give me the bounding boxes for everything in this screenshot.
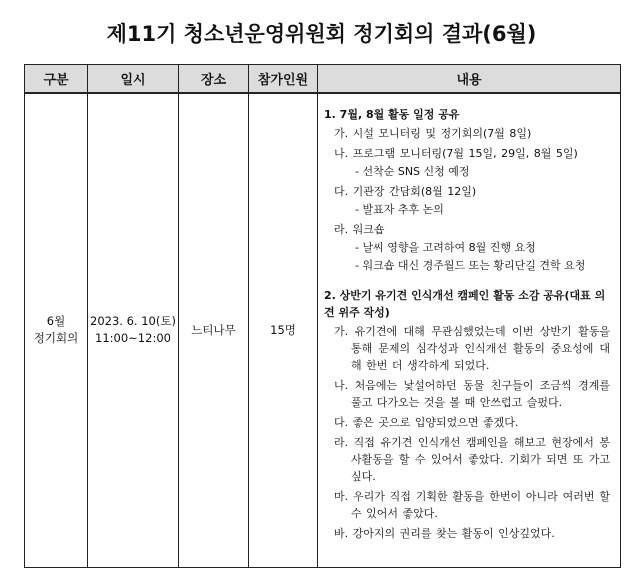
section2-item: 가. 유기견에 대해 무관심했었는데 이번 상반기 활동을 통해 문제의 심각성과 인식개선 활동의 중요성에 대해 한번 더 생각하게 되었다.	[334, 325, 610, 372]
section1-subitem: - 날씨 영향을 고려하여 8월 진행 요청	[355, 241, 536, 254]
section1-item: 나. 프로그램 모니터링(7월 15일, 29일, 8월 5일)	[334, 147, 578, 160]
section1-heading: 1. 7월, 8월 활동 일정 공유	[324, 108, 460, 121]
section1-item: 가. 시설 모니터링 및 정기회의(7월 8일)	[334, 127, 532, 140]
section2-item: 마. 우리가 직접 기획한 활동을 한번이 아니라 여러번 할 수 있어서 좋았다.	[334, 490, 610, 520]
header-attendees: 참가인원	[249, 65, 318, 94]
section2-heading: 2. 상반기 유기견 인식개선 캠페인 활동 소감 공유(대표 의견 위주 작성)	[324, 289, 606, 319]
place-text: 느티나무	[191, 322, 236, 337]
section1-item: 다. 기관장 간담회(8월 12일)	[334, 185, 477, 198]
section2-item: 라. 직접 유기견 인식개선 캠페인을 해보고 현장에서 봉사활동을 할 수 있어서 좋았다. 기회가 되면 또 가고 싶다.	[334, 436, 610, 483]
attendees-cell	[249, 93, 318, 567]
content-cell	[318, 93, 621, 567]
document-title: 제11기 청소년운영위원회 정기회의 결과(6월)	[106, 22, 537, 46]
date-text: 2023. 6. 10(토)	[90, 314, 176, 329]
table-row	[25, 93, 621, 567]
header-place: 장소	[179, 65, 249, 94]
category-cell	[25, 93, 88, 567]
header-content: 내용	[318, 65, 621, 94]
attendees-text: 15명	[270, 322, 296, 337]
category-line-2: 정기회의	[33, 331, 79, 346]
datetime-cell	[88, 93, 179, 567]
place-cell	[179, 93, 249, 567]
section1-subitem: - 발표자 추후 논의	[355, 203, 444, 216]
section2-item: 다. 좋은 곳으로 입양되었으면 좋겠다.	[334, 416, 519, 429]
section2-item: 나. 처음에는 낯설어하던 동물 친구들이 조금씩 경계를 풀고 다가오는 것을 볼 때 안쓰럽고 슬펐다.	[334, 379, 610, 409]
time-text: 11:00~12:00	[95, 331, 171, 346]
section1-subitem: - 워크숍 대신 경주월드 또는 황리단길 견학 요청	[355, 259, 586, 272]
header-category: 구분	[25, 65, 88, 94]
category-line-1: 6월	[46, 314, 66, 329]
header-datetime: 일시	[88, 65, 179, 94]
section1-subitem: - 선착순 SNS 신청 예정	[355, 165, 470, 178]
minutes-table	[24, 64, 621, 568]
header-row	[25, 65, 621, 94]
section1-item: 라. 워크숍	[334, 223, 385, 236]
section2-item: 바. 강아지의 권리를 찾는 활동이 인상깊었다.	[334, 527, 555, 540]
